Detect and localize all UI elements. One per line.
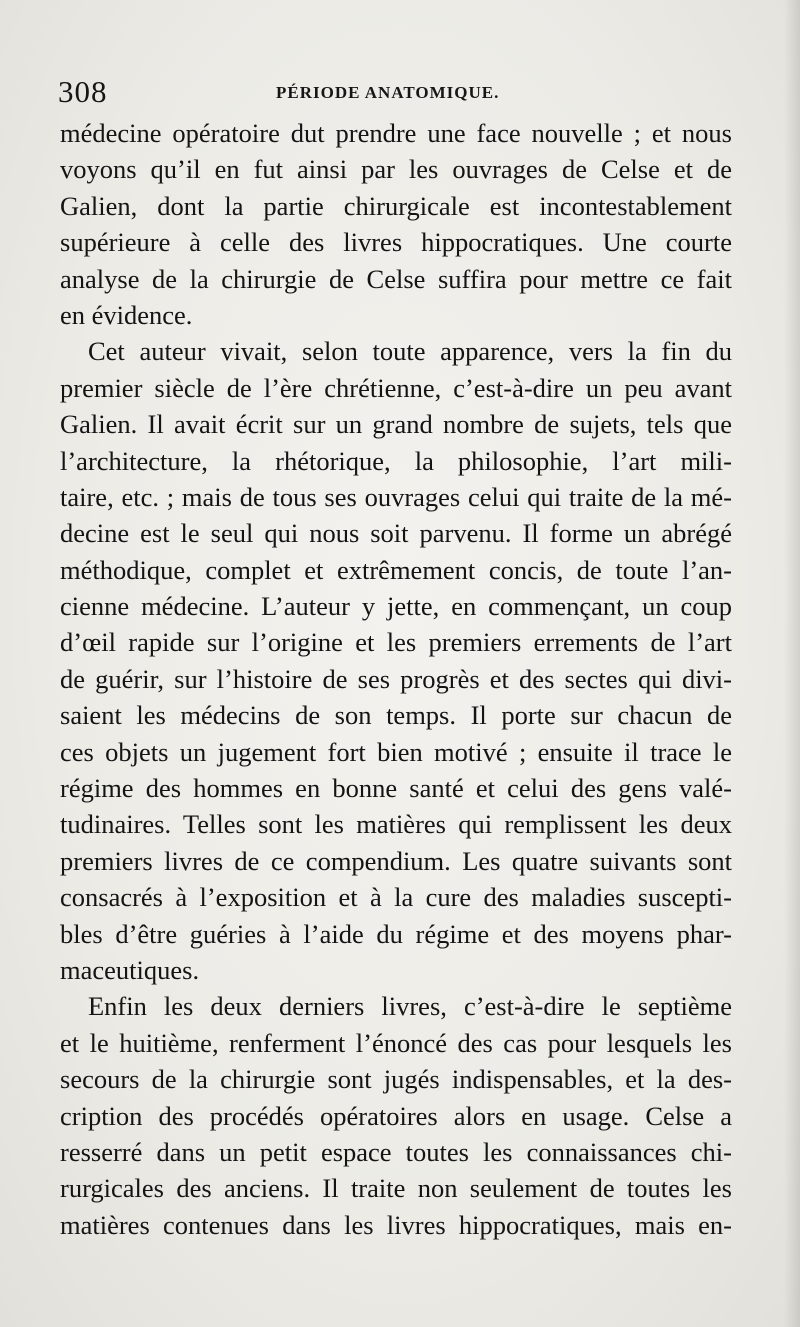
text-line: bles d’être guéries à l’aide du régime et des moyens phar-: [60, 918, 732, 949]
page-number: 308: [58, 74, 108, 109]
text-line: supérieure à celle des livres hippocratiques. Une courte: [60, 227, 732, 258]
page-header: [58, 74, 734, 114]
text-line: consacrés à l’exposition et à la cure des maladies suscepti-: [60, 882, 732, 913]
text-line: d’œil rapide sur l’origine et les premiers errements de l’art: [60, 627, 732, 658]
running-head: PÉRIODE ANATOMIQUE.: [276, 83, 500, 102]
text-line: méthodique, complet et extrêmement concis, de toute l’an-: [60, 554, 732, 585]
text-line: maceutiques.: [60, 954, 200, 985]
text-line: saient les médecins de son temps. Il porte sur chacun de: [60, 700, 732, 731]
text-line: l’architecture, la rhétorique, la philosophie, l’art mili-: [60, 445, 732, 476]
text-line: et le huitième, renferment l’énoncé des cas pour lesquels les: [60, 1027, 732, 1058]
text-line: tudinaires. Telles sont les matières qui remplissent les deux: [60, 809, 732, 840]
text-line: decine est le seul qui nous soit parvenu. Il forme un abrégé: [60, 518, 732, 549]
paragraph-first-line: Cet auteur vivait, selon toute apparence, vers la fin du: [88, 336, 732, 367]
text-line: en évidence.: [60, 299, 193, 330]
text-line: voyons qu’il en fut ainsi par les ouvrages de Celse et de: [60, 154, 732, 185]
text-line: rurgicales des anciens. Il traite non seulement de toutes les: [60, 1173, 732, 1204]
page-edge-shadow: [784, 0, 800, 1327]
text-line: taire, etc. ; mais de tous ses ouvrages celui qui traite de la mé-: [60, 481, 732, 512]
paragraph-first-line: Enfin les deux derniers livres, c’est-à-dire le septième: [88, 991, 732, 1022]
text-line: Galien, dont la partie chirurgicale est incontestablement: [60, 190, 732, 221]
text-line: ces objets un jugement fort bien motivé ; ensuite il trace le: [60, 736, 732, 767]
text-line: cription des procédés opératoires alors en usage. Celse a: [60, 1100, 732, 1131]
text-line: premier siècle de l’ère chrétienne, c’est-à-dire un peu avant: [60, 372, 732, 403]
text-line: de guérir, sur l’histoire de ses progrès et des sectes qui divi-: [60, 663, 732, 694]
text-line: resserré dans un petit espace toutes les connaissances chi-: [60, 1136, 732, 1167]
text-line: secours de la chirurgie sont jugés indispensables, et la des-: [60, 1064, 732, 1095]
body-text: [60, 115, 732, 1243]
text-line: régime des hommes en bonne santé et celui des gens valé-: [60, 773, 732, 804]
text-line: matières contenues dans les livres hippocratiques, mais en-: [60, 1209, 732, 1240]
text-line: analyse de la chirurgie de Celse suffira pour mettre ce fait: [60, 263, 732, 294]
text-line: premiers livres de ce compendium. Les quatre suivants sont: [60, 845, 732, 876]
text-line: cienne médecine. L’auteur y jette, en commençant, un coup: [60, 591, 732, 622]
text-line: Galien. Il avait écrit sur un grand nombre de sujets, tels que: [60, 409, 732, 440]
text-line: médecine opératoire dut prendre une face nouvelle ; et nous: [60, 118, 732, 148]
